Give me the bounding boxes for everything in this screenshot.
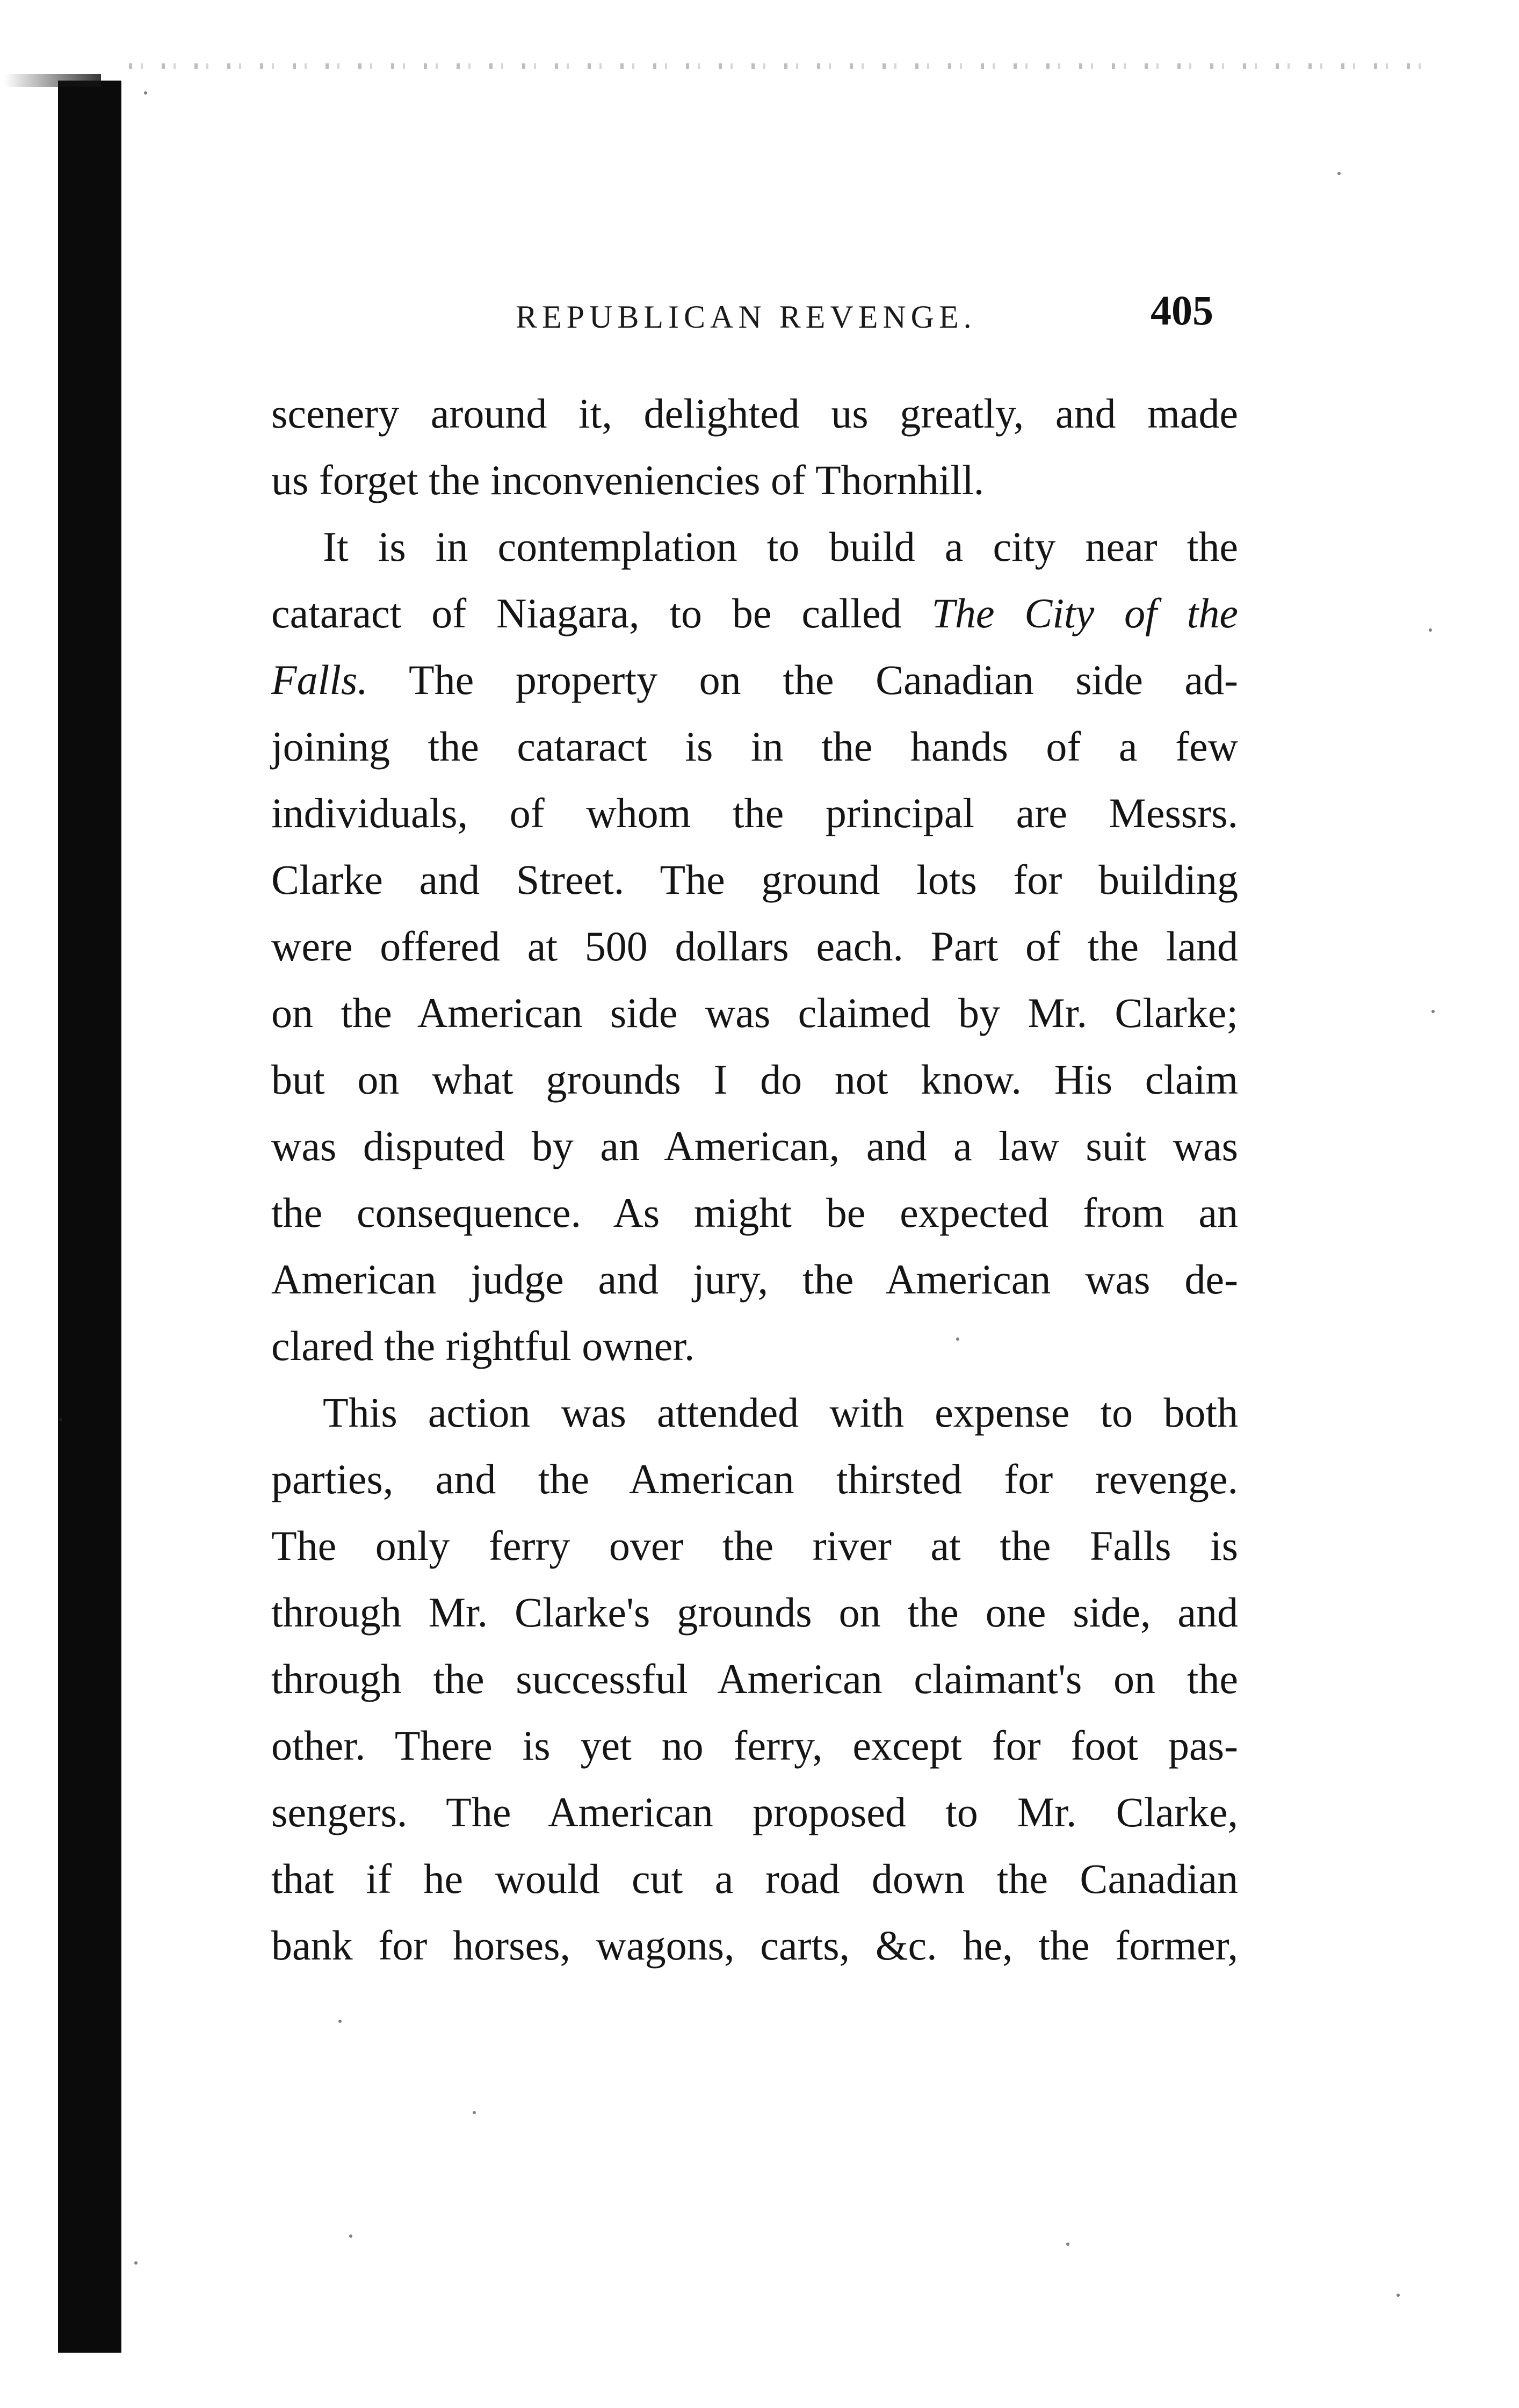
text-line: bank for horses, wagons, carts, &c. he, the former, xyxy=(271,1922,1238,1969)
page-number: 405 xyxy=(1151,287,1213,334)
italic-text: The City of the xyxy=(931,590,1238,637)
text-line: were offered at 500 dollars each. Part of the land xyxy=(271,923,1238,970)
text-line: scenery around it, delighted us greatly, and made xyxy=(271,390,1238,437)
scan-speck xyxy=(338,2020,342,2023)
text-line: joining the cataract is in the hands of a few xyxy=(271,723,1238,770)
text-line: on the American side was claimed by Mr. Clarke; xyxy=(271,989,1238,1036)
italic-text: Falls. xyxy=(271,656,368,703)
scan-speck xyxy=(1431,1010,1435,1013)
running-head: REPUBLICAN REVENGE. xyxy=(516,299,977,335)
binding-gutter-shadow xyxy=(58,81,121,2353)
text-line: Clarke and Street. The ground lots for building xyxy=(271,856,1238,903)
scan-speck xyxy=(473,2111,476,2114)
text-line: The only ferry over the river at the Falls is xyxy=(271,1522,1238,1569)
text-line: sengers. The American proposed to Mr. Clarke, xyxy=(271,1789,1238,1835)
scan-speck xyxy=(1397,2294,1400,2297)
text-line: but on what grounds I do not know. His claim xyxy=(271,1056,1238,1103)
scan-speck xyxy=(144,91,147,95)
scan-speck xyxy=(134,2261,138,2265)
text-line: This action was attended with expense to both xyxy=(323,1389,1238,1436)
text-line: through the successful American claimant's on the xyxy=(271,1655,1238,1702)
scan-speck xyxy=(1429,628,1432,632)
scan-speck xyxy=(59,1418,62,1421)
text-line: cataract of Niagara, to be called The City of the xyxy=(271,590,1238,637)
scan-speck xyxy=(1066,2243,1069,2246)
text-line: American judge and jury, the American was de- xyxy=(271,1256,1238,1303)
text-line: Falls. The property on the Canadian side ad- xyxy=(271,656,1238,703)
body-text xyxy=(271,380,1238,1979)
text-line: that if he would cut a road down the Canadian xyxy=(271,1855,1238,1902)
text-line: parties, and the American thirsted for revenge. xyxy=(271,1456,1238,1502)
scan-speck xyxy=(1337,172,1341,175)
text-line: It is in contemplation to build a city near the xyxy=(323,523,1238,570)
text-line: was disputed by an American, and a law suit was xyxy=(271,1123,1238,1169)
text-line: through Mr. Clarke's grounds on the one side, and xyxy=(271,1589,1238,1636)
text-line: other. There is yet no ferry, except for foot pas- xyxy=(271,1722,1238,1769)
text-line: clared the rightful owner. xyxy=(271,1322,695,1369)
scan-speck xyxy=(349,2235,352,2238)
text-line: the consequence. As might be expected from an xyxy=(271,1189,1238,1236)
text-line: us forget the inconveniencies of Thornhill. xyxy=(271,457,985,503)
scan-edge-noise xyxy=(129,63,1440,69)
text-line: individuals, of whom the principal are Messrs. xyxy=(271,790,1238,836)
